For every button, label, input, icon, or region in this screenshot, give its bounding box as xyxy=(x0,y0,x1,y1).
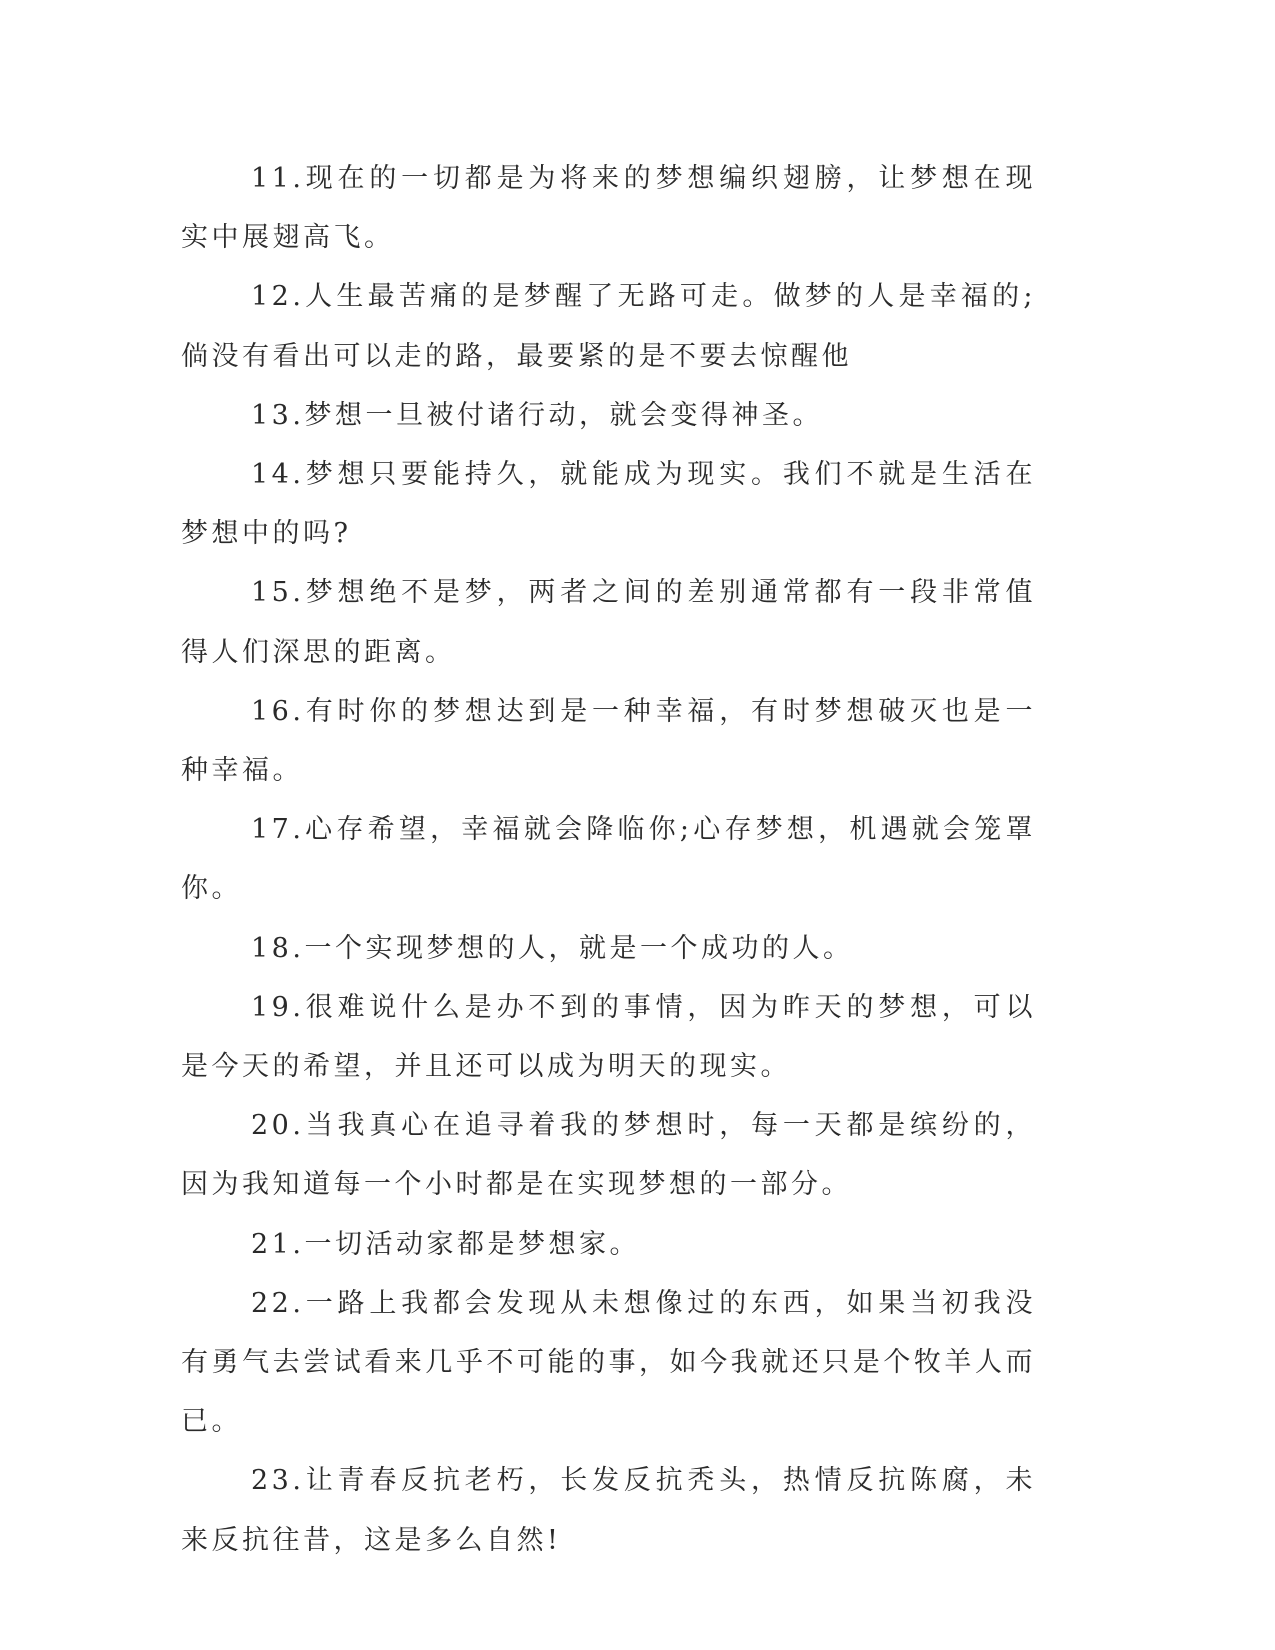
quote-paragraph-21: 21.一切活动家都是梦想家。 xyxy=(251,1228,640,1260)
quote-paragraph-16: 16.有时你的梦想达到是一种幸福，有时梦想破灭也是一种幸福。 xyxy=(181,695,1036,787)
quote-paragraph-18: 18.一个实现梦想的人，就是一个成功的人。 xyxy=(251,932,854,964)
quote-paragraph-12: 12.人生最苦痛的是梦醒了无路可走。做梦的人是幸福的;倘没有看出可以走的路，最要紧的是不要去惊醒他 xyxy=(181,281,1036,372)
quote-paragraph-17: 17.心存希望，幸福就会降临你;心存梦想，机遇就会笼罩你。 xyxy=(181,814,1036,905)
quote-paragraph-19: 19.很难说什么是办不到的事情，因为昨天的梦想，可以是今天的希望，并且还可以成为明天的现实。 xyxy=(181,991,1036,1083)
quote-paragraph-20: 20.当我真心在追寻着我的梦想时，每一天都是缤纷的，因为我知道每一个小时都是在实现梦想的一部分。 xyxy=(181,1110,1036,1201)
quote-paragraph-22: 22.一路上我都会发现从未想像过的东西，如果当初我没有勇气去尝试看来几乎不可能的事，如今我就还只是个牧羊人而已。 xyxy=(181,1287,1036,1438)
quote-paragraph-15: 15.梦想绝不是梦，两者之间的差别通常都有一段非常值得人们深思的距离。 xyxy=(181,577,1036,668)
page-body xyxy=(181,149,1036,1570)
quote-paragraph-14: 14.梦想只要能持久，就能成为现实。我们不就是生活在梦想中的吗? xyxy=(181,459,1036,550)
quote-paragraph-11: 11.现在的一切都是为将来的梦想编织翅膀，让梦想在现实中展翅高飞。 xyxy=(181,163,1036,254)
quote-paragraph-23: 23.让青春反抗老朽，长发反抗秃头，热情反抗陈腐，未来反抗往昔，这是多么自然! xyxy=(181,1465,1036,1556)
quote-paragraph-13: 13.梦想一旦被付诸行动，就会变得神圣。 xyxy=(251,399,823,431)
